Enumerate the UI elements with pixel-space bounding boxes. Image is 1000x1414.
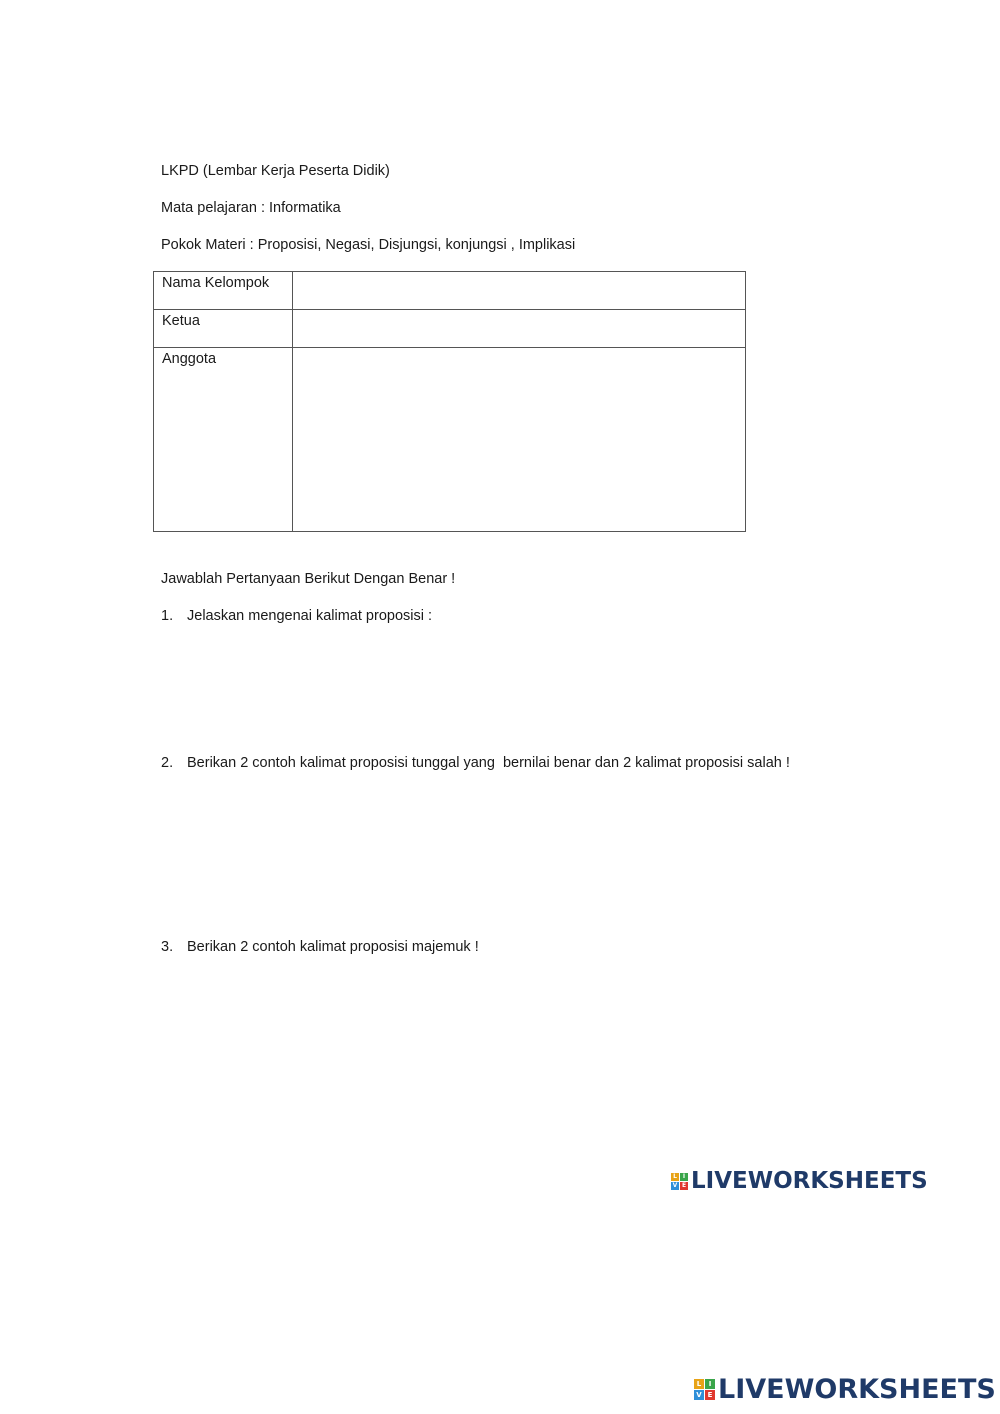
table-row [154,272,746,310]
liveworksheets-mark-icon [671,1173,688,1190]
liveworksheets-logo-footer [694,1374,996,1405]
instructions: Jawablah Pertanyaan Berikut Dengan Benar ! [161,571,456,587]
liveworksheets-logo [671,1168,928,1194]
question-1 [161,607,432,625]
group-name-field[interactable] [293,272,746,310]
logo-letter: E [681,1181,687,1189]
members-label: Anggota [154,348,293,532]
subject-line: Mata pelajaran : Informatika [161,200,341,216]
logo-text: LIVEWORKSHEETS [691,1168,928,1194]
logo-letter: L [671,1173,679,1181]
logo-letter: V [694,1390,704,1400]
question-3 [161,938,479,956]
logo-letter: I [680,1173,688,1181]
question-text: Berikan 2 contoh kalimat proposisi majemuk ! [187,939,479,955]
logo-text: LIVEWORKSHEETS [718,1374,996,1405]
logo-letter: V [672,1181,678,1189]
question-2 [161,754,790,772]
question-text: Jelaskan mengenai kalimat proposisi : [187,608,433,624]
leader-label: Ketua [154,310,293,348]
logo-letter: L [694,1379,704,1389]
question-number: 3. [161,939,174,955]
leader-field[interactable] [293,310,746,348]
question-number: 2. [161,755,174,771]
question-number: 1. [161,608,174,624]
table-row [154,348,746,532]
logo-letter: I [705,1379,715,1389]
question-text: Berikan 2 contoh kalimat proposisi tunggal yang bernilai benar dan 2 kalimat proposisi salah ! [187,755,790,771]
worksheet-title: LKPD (Lembar Kerja Peserta Didik) [161,163,390,179]
liveworksheets-mark-icon [694,1379,715,1400]
group-info-table [153,271,746,532]
members-field[interactable] [293,348,746,532]
table-row [154,310,746,348]
logo-letter: E [705,1390,715,1400]
group-name-label: Nama Kelompok [154,272,293,310]
topic-line: Pokok Materi : Proposisi, Negasi, Disjungsi, konjungsi , Implikasi [161,237,576,253]
